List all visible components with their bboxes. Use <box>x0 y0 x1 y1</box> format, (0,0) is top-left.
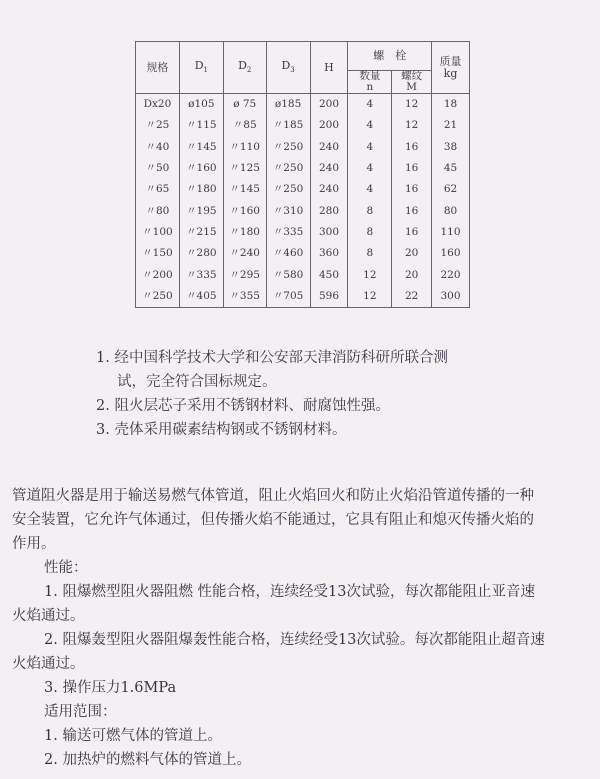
table-cell: 〃195 <box>179 201 223 222</box>
header-bolt-qty: 数量 n <box>348 71 392 94</box>
table-cell: 〃280 <box>179 243 223 264</box>
table-row <box>136 158 470 179</box>
table-cell: Dx20 <box>136 94 180 116</box>
table-cell: 21 <box>432 115 470 136</box>
table-cell: 〃310 <box>266 201 310 222</box>
table-cell: 12 <box>392 94 432 116</box>
table-cell: 〃150 <box>136 243 180 264</box>
table-cell: 〃355 <box>223 286 266 308</box>
table-cell: 18 <box>432 94 470 116</box>
table-cell: 〃250 <box>266 158 310 179</box>
table-cell: 〃335 <box>179 264 223 285</box>
table-cell: 360 <box>310 243 348 264</box>
header-d3: $D_3$ <box>266 42 310 94</box>
table-cell: 16 <box>392 201 432 222</box>
performance-item-continuation: 火焰通过。 <box>12 608 85 624</box>
table-cell: 〃250 <box>136 286 180 308</box>
table-cell: 〃705 <box>266 286 310 308</box>
table-row <box>136 264 470 285</box>
intro-line: 管道阻火器是用于输送易燃气体管道，阻止火焰回火和防止火焰沿管道传播的一种 <box>12 488 534 504</box>
table-cell: 8 <box>348 201 392 222</box>
table-cell: 280 <box>310 201 348 222</box>
table-cell: 〃405 <box>179 286 223 308</box>
description-body <box>12 484 592 772</box>
table-cell: 8 <box>348 243 392 264</box>
note-item: 2. 阻火层芯子采用不锈钢材料、耐腐蚀性强。 <box>96 398 390 414</box>
feature-notes <box>96 346 526 442</box>
performance-item-continuation: 火焰通过。 <box>12 656 85 672</box>
table-cell: 〃110 <box>223 137 266 158</box>
table-cell: ø185 <box>266 94 310 116</box>
table-cell: 20 <box>392 243 432 264</box>
table-cell: 〃85 <box>223 115 266 136</box>
table-cell: 〃180 <box>179 179 223 200</box>
table-row <box>136 243 470 264</box>
table-cell: 300 <box>310 222 348 243</box>
table-cell: 22 <box>392 286 432 308</box>
table-cell: 4 <box>348 158 392 179</box>
table-cell: 240 <box>310 179 348 200</box>
table-cell: 〃145 <box>179 137 223 158</box>
table-cell: 596 <box>310 286 348 308</box>
table-row <box>136 94 470 116</box>
table-cell: 110 <box>432 222 470 243</box>
table-row <box>136 201 470 222</box>
table-cell: 〃100 <box>136 222 180 243</box>
scope-item: 2. 加热炉的燃料气体的管道上。 <box>44 752 251 768</box>
table-cell: 〃185 <box>266 115 310 136</box>
table-cell: 〃25 <box>136 115 180 136</box>
table-cell: 16 <box>392 179 432 200</box>
table-row <box>136 179 470 200</box>
header-bolt-thread: 螺纹 M <box>392 71 432 94</box>
header-spec: 规格 <box>136 42 180 94</box>
note-item: 3. 壳体采用碳素结构钢或不锈钢材料。 <box>96 422 347 438</box>
table-cell: 〃145 <box>223 179 266 200</box>
table-cell: 80 <box>432 201 470 222</box>
table-cell: 20 <box>392 264 432 285</box>
intro-line: 安全装置，它允许气体通过，但传播火焰不能通过，它具有阻止和熄灭传播火焰的 <box>12 512 534 528</box>
table-cell: 220 <box>432 264 470 285</box>
table-cell: 160 <box>432 243 470 264</box>
table-row <box>136 137 470 158</box>
table-cell: 〃115 <box>179 115 223 136</box>
table-cell: 〃65 <box>136 179 180 200</box>
header-d1: $D_1$ <box>179 42 223 94</box>
table-cell: 300 <box>432 286 470 308</box>
table-cell: 〃125 <box>223 158 266 179</box>
table-cell: 4 <box>348 179 392 200</box>
table-cell: 〃250 <box>266 179 310 200</box>
table-cell: 12 <box>348 286 392 308</box>
table-cell: ø105 <box>179 94 223 116</box>
note-item-continuation: 试，完全符合国标规定。 <box>117 374 277 390</box>
header-h: H <box>310 42 348 94</box>
spec-table-body <box>136 94 470 308</box>
table-cell: 〃180 <box>223 222 266 243</box>
table-row <box>136 115 470 136</box>
table-cell: 8 <box>348 222 392 243</box>
performance-item: 1. 阻爆燃型阻火器阻燃 性能合格，连续经受13次试验，每次都能阻止亚音速 <box>44 584 536 600</box>
table-cell: 12 <box>348 264 392 285</box>
table-cell: 4 <box>348 115 392 136</box>
table-cell: 〃250 <box>266 137 310 158</box>
table-cell: 4 <box>348 137 392 158</box>
table-cell: 200 <box>310 115 348 136</box>
table-cell: 〃80 <box>136 201 180 222</box>
table-cell: 200 <box>310 94 348 116</box>
performance-item: 3. 操作压力1.6MPa <box>44 680 177 696</box>
table-cell: 16 <box>392 137 432 158</box>
scope-heading: 适用范围： <box>44 704 117 720</box>
performance-heading: 性能： <box>44 560 88 576</box>
table-cell: 4 <box>348 94 392 116</box>
table-cell: 450 <box>310 264 348 285</box>
table-cell: 〃215 <box>179 222 223 243</box>
table-cell: 〃240 <box>223 243 266 264</box>
table-cell: 240 <box>310 158 348 179</box>
table-cell: 〃335 <box>266 222 310 243</box>
table-cell: 〃40 <box>136 137 180 158</box>
table-cell: 〃200 <box>136 264 180 285</box>
header-mass: 质量 kg <box>432 42 470 94</box>
scope-item: 1. 输送可燃气体的管道上。 <box>44 728 222 744</box>
intro-line: 作用。 <box>12 536 56 552</box>
table-cell: 〃160 <box>179 158 223 179</box>
table-cell: 12 <box>392 115 432 136</box>
table-cell: 〃580 <box>266 264 310 285</box>
table-cell: 38 <box>432 137 470 158</box>
table-row <box>136 222 470 243</box>
table-cell: 16 <box>392 158 432 179</box>
table-cell: 45 <box>432 158 470 179</box>
table-cell: 〃50 <box>136 158 180 179</box>
table-cell: 〃160 <box>223 201 266 222</box>
table-cell: 〃295 <box>223 264 266 285</box>
header-bolt: 螺 栓 <box>348 42 432 71</box>
table-cell: 240 <box>310 137 348 158</box>
spec-table <box>135 41 470 308</box>
performance-item: 2. 阻爆轰型阻火器阻爆轰性能合格，连续经受13次试验。每次都能阻止超音速 <box>44 632 545 648</box>
header-d2: $D_2$ <box>223 42 266 94</box>
table-cell: 16 <box>392 222 432 243</box>
table-row <box>136 286 470 308</box>
table-cell: 〃460 <box>266 243 310 264</box>
table-cell: ø 75 <box>223 94 266 116</box>
table-cell: 62 <box>432 179 470 200</box>
note-item: 1. 经中国科学技术大学和公安部天津消防科研所联合测 <box>96 350 448 366</box>
